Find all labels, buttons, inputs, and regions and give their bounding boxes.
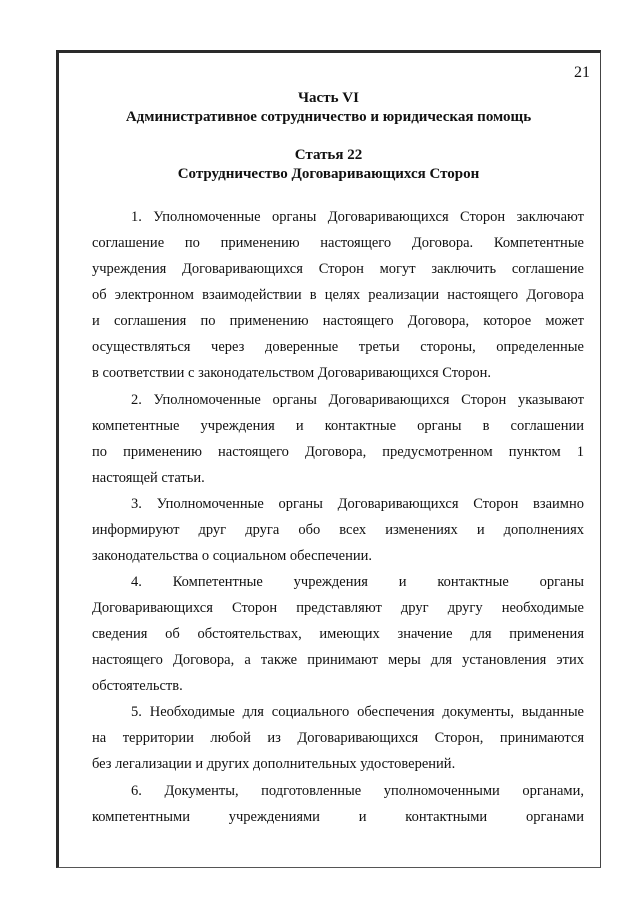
part-title: Часть VI	[298, 90, 359, 106]
text-line: в соответствии с законодательством Договаривающихся Сторон.	[92, 365, 492, 381]
article-title: Статья 22	[294, 147, 363, 163]
text-line: 3. Уполномоченные органы Договаривающихся Сторон взаимно	[131, 496, 584, 512]
text-line: 1. Уполномоченные органы Договаривающихся Сторон заключают	[131, 209, 584, 225]
text-line: осуществляться через доверенные третьи стороны, определенные	[92, 339, 584, 355]
text-line: без легализации и других дополнительных удостоверений.	[92, 756, 456, 772]
text-line: обстоятельств.	[92, 678, 183, 694]
text-line: 6. Документы, подготовленные уполномоченными органами,	[131, 783, 584, 799]
text-line: и соглашения по применению настоящего Договора, которое может	[92, 313, 584, 329]
article-subtitle: Сотрудничество Договаривающихся Сторон	[177, 166, 480, 182]
text-line: на территории любой из Договаривающихся Сторон, принимаются	[92, 730, 584, 746]
text-line: настоящего Договора, а также принимают меры для установления этих	[92, 652, 584, 668]
text-line: 5. Необходимые для социального обеспечения документы, выданные	[131, 704, 584, 720]
text-line: компетентные учреждения и контактные органы в соглашении	[92, 418, 584, 434]
text-line: 2. Уполномоченные органы Договаривающихся Сторон указывают	[131, 392, 584, 408]
text-line: компетентными учреждениями и контактными органами	[92, 809, 584, 825]
text-line: об электронном взаимодействии в целях реализации настоящего Договора	[92, 287, 584, 303]
page-number: 21	[574, 64, 590, 81]
text-line: Договаривающихся Сторон представляют друг другу необходимые	[92, 600, 584, 616]
part-subtitle: Административное сотрудничество и юридическая помощь	[125, 109, 532, 125]
text-line: законодательства о социальном обеспечении.	[92, 548, 373, 564]
text-line: учреждения Договаривающихся Сторон могут заключить соглашение	[92, 261, 584, 277]
text-line: по применению настоящего Договора, предусмотренном пунктом 1	[92, 444, 584, 460]
text-line: настоящей статьи.	[92, 470, 205, 486]
text-line: 4. Компетентные учреждения и контактные органы	[131, 574, 584, 590]
text-line: сведения об обстоятельствах, имеющих значение для применения	[92, 626, 584, 642]
text-line: соглашение по применению настоящего Договора. Компетентные	[92, 235, 584, 251]
text-line: информируют друг друга обо всех изменениях и дополнениях	[92, 522, 584, 538]
